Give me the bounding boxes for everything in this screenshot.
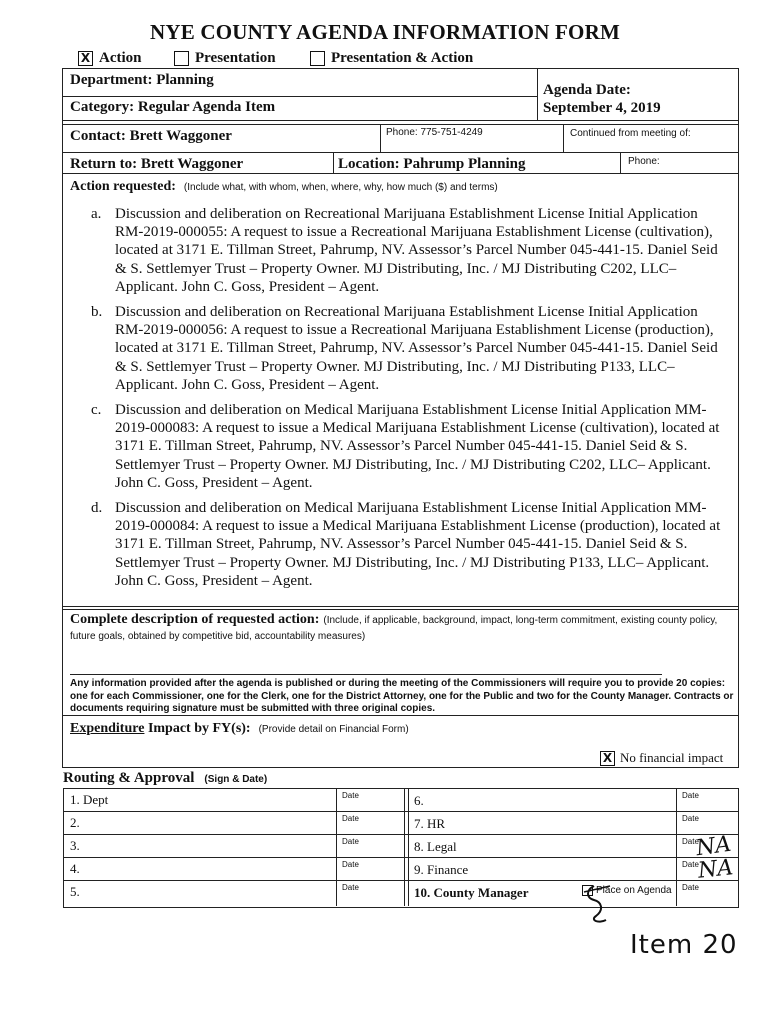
date-label[interactable]: Date <box>682 814 699 823</box>
complete-description-section[interactable] <box>70 612 730 644</box>
item-letter: c. <box>91 402 102 419</box>
agenda-date-field[interactable]: September 4, 2019 <box>543 100 661 116</box>
type-option-presentation[interactable] <box>174 50 276 67</box>
no-financial-impact-option[interactable] <box>600 750 723 766</box>
divider <box>70 674 662 675</box>
divider <box>62 152 739 153</box>
action-requested-heading <box>70 177 498 195</box>
department-field[interactable]: Department: Planning <box>70 72 214 88</box>
action-checkbox[interactable]: X <box>78 51 93 66</box>
item-text: Discussion and deliberation on Recreational Marijuana Establishment License Initial Application RM-2019-000055: A request to issue a Recreational Marijuana Establishment License (cultivation), located at 3171 E. Tillman Street, Pahrump, NV. Assessor’s Parcel Number 045-441-15. Daniel Seid & S. Settlemyer Trust – Property Owner. MJ Distributing, Inc. / MJ Distributing C202, LLC– Applicant. John C. Goss, President – Agent. <box>115 206 718 295</box>
action-item-d <box>85 499 725 590</box>
action-item-c <box>85 401 725 492</box>
legal-initials-handwriting: NA <box>694 831 733 862</box>
item-letter: b. <box>91 304 103 321</box>
routing-row-9-label[interactable]: 9. Finance <box>414 862 469 877</box>
date-label[interactable]: Date <box>342 814 359 823</box>
presentation-action-label: Presentation & Action <box>331 50 474 66</box>
finance-initials-handwriting: NA <box>696 855 735 884</box>
divider <box>62 173 739 174</box>
no-financial-impact-checkbox[interactable]: X <box>600 751 615 766</box>
routing-heading <box>63 769 267 787</box>
routing-row-7-label[interactable]: 7. HR <box>414 816 446 831</box>
date-label[interactable]: Date <box>682 791 699 800</box>
complete-description-label: Complete description of requested action: <box>70 612 320 627</box>
action-label: Action <box>99 50 142 66</box>
expenditure-label: Expenditure <box>70 721 145 736</box>
routing-row-1-label[interactable]: 1. Dept <box>70 792 109 807</box>
divider <box>64 880 738 881</box>
phone2-field[interactable]: Phone: <box>628 156 660 167</box>
item-number-handwriting: Item 20 <box>630 930 738 960</box>
submission-notice: Any information provided after the agenda is published or during the meeting of the Commissioners will require you to provide 20 copies: one for each Commissioner, one for the Clerk, one for the District Attorney, one for the Public and two for the County Manager. Contracts or documents requiring signature must be submitted with three original copies. <box>70 678 734 714</box>
date-label[interactable]: Date <box>342 883 359 892</box>
date-label[interactable]: Date <box>342 791 359 800</box>
divider <box>676 789 677 906</box>
routing-row-5-label[interactable]: 5. <box>70 884 80 899</box>
presentation-label: Presentation <box>195 50 276 66</box>
expenditure-label-rest: Impact by FY(s): <box>144 721 251 736</box>
date-label[interactable]: Date <box>682 883 699 892</box>
type-option-presentation-action[interactable] <box>310 50 473 67</box>
phone-field[interactable]: Phone: 775-751-4249 <box>386 127 483 138</box>
divider <box>64 811 738 812</box>
item-text: Discussion and deliberation on Recreational Marijuana Establishment License Initial Application RM-2019-000056: A request to issue a Recreational Marijuana Establishment License (production), located at 3171 E. Tillman Street, Pahrump, NV. Assessor’s Parcel Number 045-441-15. Daniel Seid & S. Settlemyer Trust – Property Owner. MJ Distributing, Inc. / MJ Distributing P133, LLC– Applicant. John C. Goss, President – Agent. <box>115 304 718 393</box>
action-item-b <box>85 303 725 394</box>
date-label[interactable]: Date <box>342 837 359 846</box>
presentation-checkbox[interactable] <box>174 51 189 66</box>
date-label[interactable]: Date <box>342 860 359 869</box>
action-item-a <box>85 205 725 296</box>
expenditure-heading <box>70 719 409 737</box>
place-on-agenda-label: Place on Agenda <box>596 885 672 896</box>
divider <box>64 857 738 858</box>
routing-row-6-label[interactable]: 6. <box>414 793 424 808</box>
routing-title: Routing & Approval <box>63 770 195 786</box>
divider <box>336 789 337 906</box>
divider <box>62 124 739 125</box>
divider <box>404 789 405 906</box>
no-financial-impact-label: No financial impact <box>620 750 724 765</box>
action-requested-label: Action requested: <box>70 179 176 194</box>
divider <box>563 124 564 152</box>
item-text: Discussion and deliberation on Medical Marijuana Establishment License Initial Application MM-2019-000083: A request to issue a Medical Marijuana Establishment License (cultivation), located at 3171 E. Tillman Street, Pahrump, NV. Assessor’s Parcel Number 045-441-15. Daniel Seid & S. Settlemyer Trust – Property Owner. MJ Distributing, Inc. / MJ Distributing C202, LLC– Applicant. John C. Goss, President – Agent. <box>115 402 720 491</box>
item-text: Discussion and deliberation on Medical Marijuana Establishment License Initial Application MM-2019-000084: A request to issue a Medical Marijuana Establishment License (production), located at 3171 E. Tillman Street, Pahrump, NV. Assessor’s Parcel Number 045-441-15. Daniel Seid & S. Settlemyer Trust – Property Owner. MJ Distributing, Inc. / MJ Distributing P133, LLC– Applicant. John C. Goss, President – Agent. <box>115 500 721 589</box>
return-to-field[interactable]: Return to: Brett Waggoner <box>70 156 244 172</box>
divider <box>537 68 538 120</box>
expenditure-hint: (Provide detail on Financial Form) <box>258 724 409 735</box>
item-letter: d. <box>91 500 103 517</box>
divider <box>62 606 739 607</box>
type-option-action[interactable] <box>78 50 142 67</box>
continued-field[interactable]: Continued from meeting of: <box>570 128 691 139</box>
date-label[interactable]: Date <box>682 860 699 869</box>
routing-row-4-label[interactable]: 4. <box>70 861 80 876</box>
divider <box>62 96 537 97</box>
routing-row-8-label[interactable]: 8. Legal <box>414 839 457 854</box>
complete-description-hint: (Include, if applicable, background, impact, long-term commitment, existing county policy, future goals, obtained by competitive bid, accountability measures) <box>70 615 718 642</box>
contact-field[interactable]: Contact: Brett Waggoner <box>70 128 232 144</box>
divider <box>380 124 381 152</box>
county-manager-signature-mark <box>580 880 616 930</box>
date-label[interactable]: Date <box>682 837 699 846</box>
routing-sub: (Sign & Date) <box>204 774 268 785</box>
routing-table <box>63 788 739 908</box>
routing-row-3-label[interactable]: 3. <box>70 838 80 853</box>
agenda-date-label: Agenda Date: <box>543 82 631 98</box>
item-letter: a. <box>91 206 102 222</box>
divider <box>333 152 334 173</box>
presentation-action-checkbox[interactable] <box>310 51 325 66</box>
location-field[interactable]: Location: Pahrump Planning <box>338 156 526 172</box>
divider <box>620 152 621 173</box>
routing-row-10-label[interactable]: 10. County Manager <box>414 885 529 900</box>
divider <box>408 789 409 906</box>
divider <box>62 120 739 121</box>
category-field[interactable]: Category: Regular Agenda Item <box>70 99 276 115</box>
divider <box>62 715 739 716</box>
divider <box>64 834 738 835</box>
action-requested-hint: (Include what, with whom, when, where, why, how much ($) and terms) <box>183 182 498 193</box>
form-title: NYE COUNTY AGENDA INFORMATION FORM <box>150 20 620 44</box>
routing-row-2-label[interactable]: 2. <box>70 815 80 830</box>
action-items-list <box>85 205 725 597</box>
divider <box>62 609 739 610</box>
